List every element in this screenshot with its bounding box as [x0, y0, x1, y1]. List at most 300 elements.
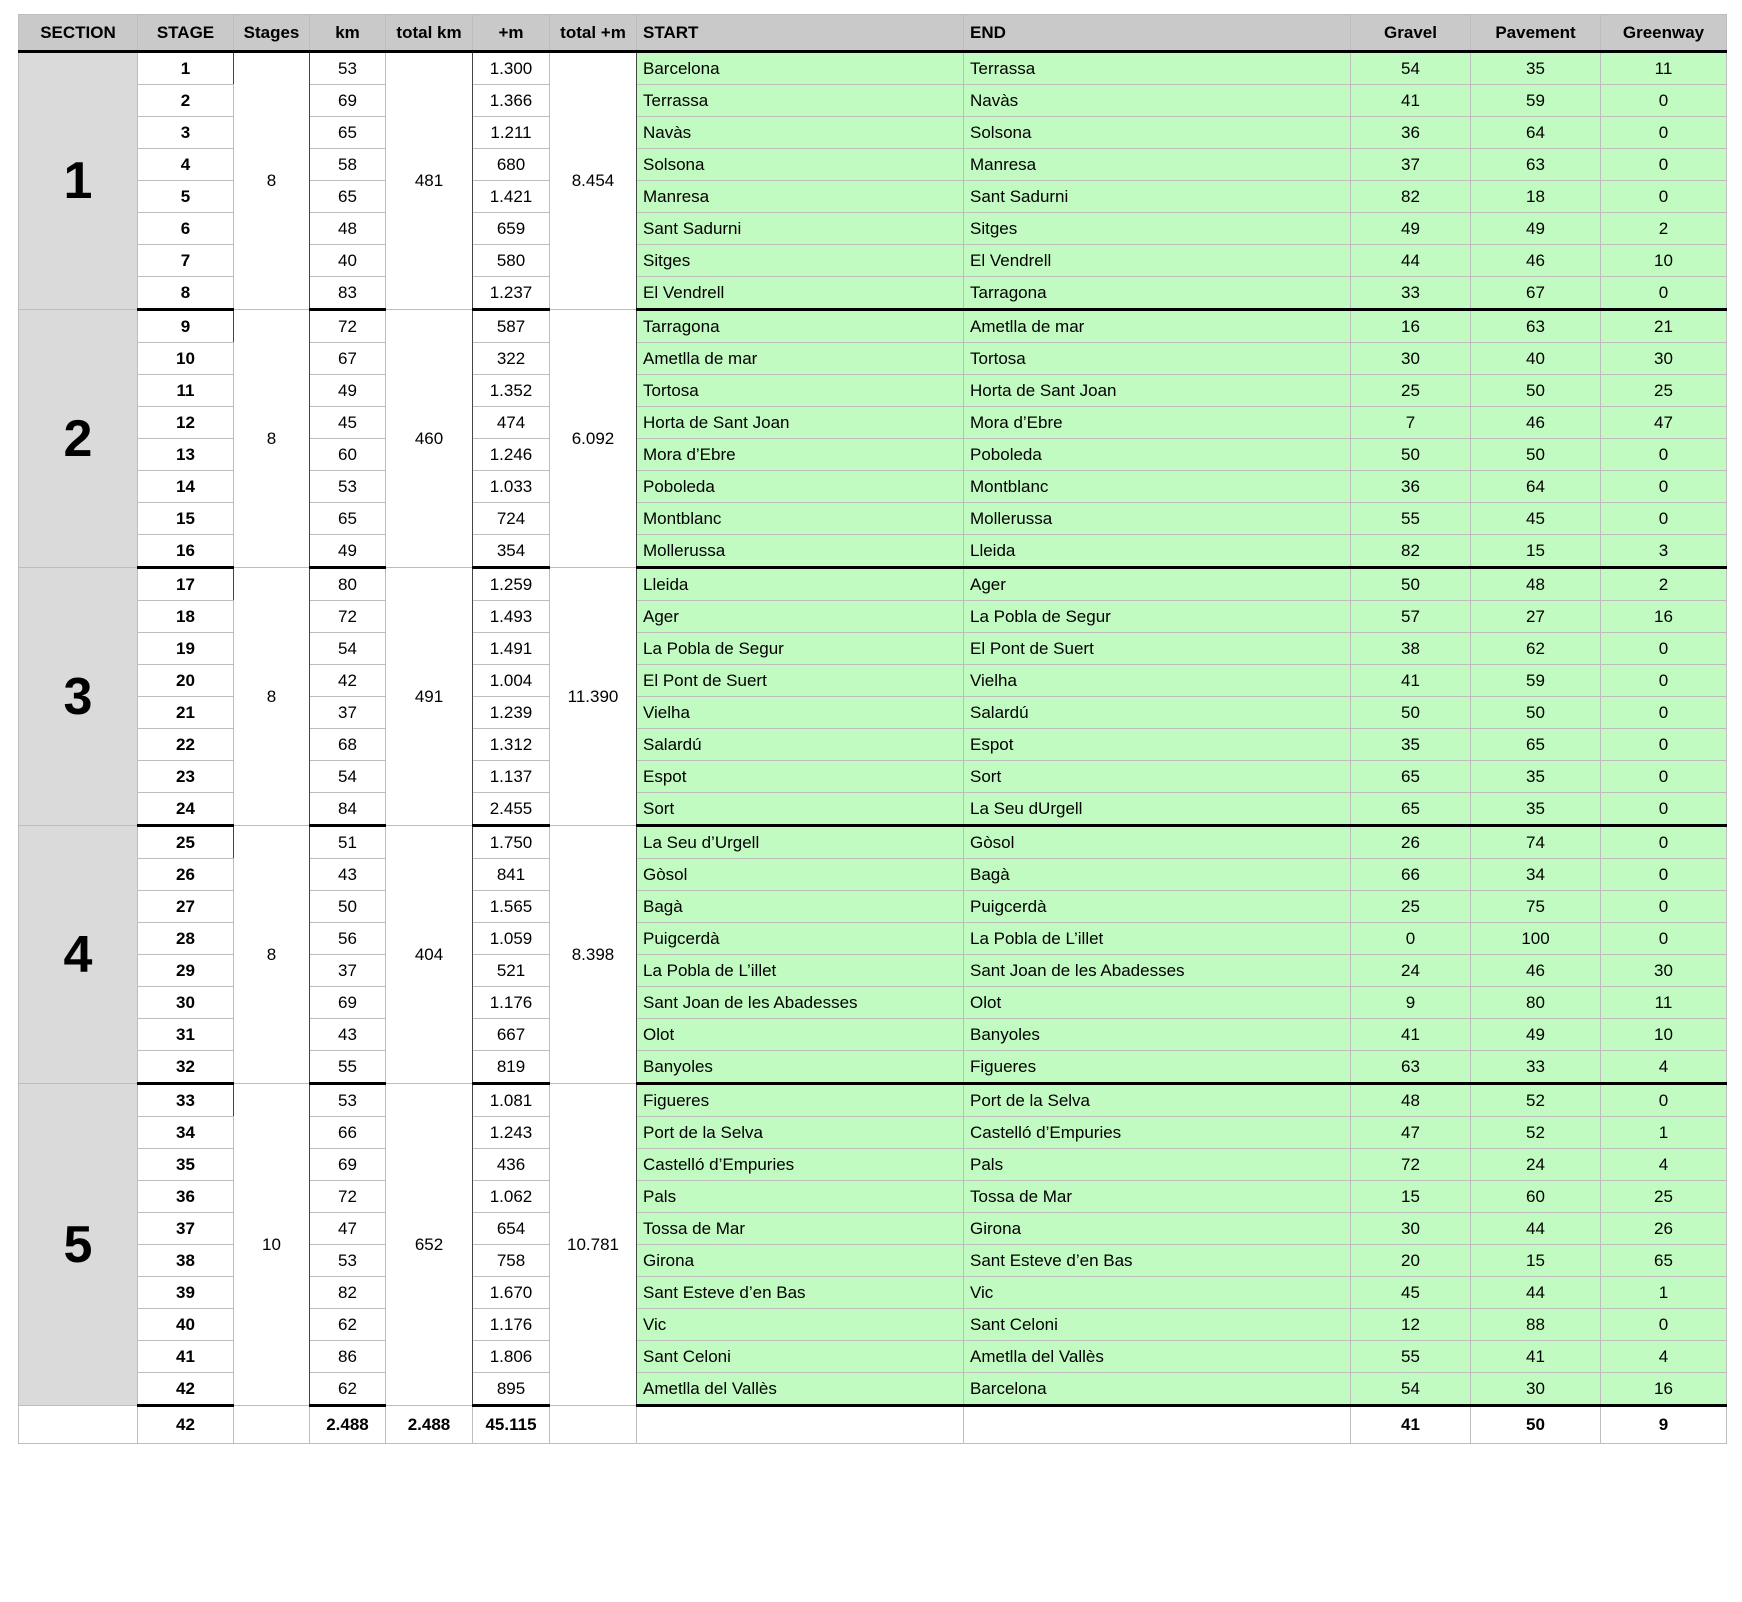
stage-number[interactable]: 41 [138, 1341, 234, 1373]
stage-elevation-gain[interactable]: 354 [473, 535, 550, 568]
totals-stage[interactable]: 42 [138, 1406, 234, 1444]
stage-elevation-gain[interactable]: 841 [473, 859, 550, 891]
stage-elevation-gain[interactable]: 1.670 [473, 1277, 550, 1309]
section-total-elevation[interactable]: 10.781 [550, 1084, 637, 1406]
stage-gravel-percent[interactable]: 25 [1351, 891, 1471, 923]
stage-km[interactable]: 72 [310, 601, 386, 633]
stage-greenway-percent[interactable]: 1 [1601, 1277, 1727, 1309]
stage-end[interactable]: Sort [964, 761, 1351, 793]
stage-pavement-percent[interactable]: 24 [1471, 1149, 1601, 1181]
stage-greenway-percent[interactable]: 25 [1601, 1181, 1727, 1213]
stage-pavement-percent[interactable]: 64 [1471, 471, 1601, 503]
totals-pavement[interactable]: 50 [1471, 1406, 1601, 1444]
stage-pavement-percent[interactable]: 52 [1471, 1084, 1601, 1117]
stage-start[interactable]: Ametlla de mar [637, 343, 964, 375]
stage-number[interactable]: 20 [138, 665, 234, 697]
stage-start[interactable]: Tossa de Mar [637, 1213, 964, 1245]
stage-number[interactable]: 9 [138, 310, 234, 343]
stage-greenway-percent[interactable]: 0 [1601, 439, 1727, 471]
stage-km[interactable]: 84 [310, 793, 386, 826]
totals-end-cell[interactable] [964, 1406, 1351, 1444]
stage-greenway-percent[interactable]: 2 [1601, 213, 1727, 245]
stage-km[interactable]: 65 [310, 181, 386, 213]
stage-number[interactable]: 24 [138, 793, 234, 826]
stage-km[interactable]: 54 [310, 761, 386, 793]
stage-gravel-percent[interactable]: 49 [1351, 213, 1471, 245]
stage-elevation-gain[interactable]: 1.300 [473, 52, 550, 85]
stage-elevation-gain[interactable]: 667 [473, 1019, 550, 1051]
stage-gravel-percent[interactable]: 33 [1351, 277, 1471, 310]
stage-greenway-percent[interactable]: 26 [1601, 1213, 1727, 1245]
stage-pavement-percent[interactable]: 46 [1471, 245, 1601, 277]
stage-km[interactable]: 58 [310, 149, 386, 181]
stage-number[interactable]: 36 [138, 1181, 234, 1213]
stage-pavement-percent[interactable]: 74 [1471, 826, 1601, 859]
stage-gravel-percent[interactable]: 44 [1351, 245, 1471, 277]
stage-elevation-gain[interactable]: 1.806 [473, 1341, 550, 1373]
section-total-elevation[interactable]: 11.390 [550, 568, 637, 826]
stage-greenway-percent[interactable]: 0 [1601, 117, 1727, 149]
stage-end[interactable]: La Seu dUrgell [964, 793, 1351, 826]
stage-elevation-gain[interactable]: 474 [473, 407, 550, 439]
stage-km[interactable]: 43 [310, 859, 386, 891]
stage-start[interactable]: Montblanc [637, 503, 964, 535]
stage-end[interactable]: Sant Sadurni [964, 181, 1351, 213]
stage-km[interactable]: 60 [310, 439, 386, 471]
stage-gravel-percent[interactable]: 50 [1351, 568, 1471, 601]
section-number[interactable]: 4 [19, 826, 138, 1084]
stage-elevation-gain[interactable]: 1.312 [473, 729, 550, 761]
stage-gravel-percent[interactable]: 63 [1351, 1051, 1471, 1084]
stage-number[interactable]: 31 [138, 1019, 234, 1051]
stage-start[interactable]: Sant Esteve d’en Bas [637, 1277, 964, 1309]
stage-number[interactable]: 22 [138, 729, 234, 761]
stage-greenway-percent[interactable]: 16 [1601, 1373, 1727, 1406]
stage-greenway-percent[interactable]: 0 [1601, 1309, 1727, 1341]
stage-km[interactable]: 37 [310, 955, 386, 987]
stage-number[interactable]: 8 [138, 277, 234, 310]
stage-elevation-gain[interactable]: 2.455 [473, 793, 550, 826]
section-total-elevation[interactable]: 6.092 [550, 310, 637, 568]
stage-start[interactable]: Girona [637, 1245, 964, 1277]
stage-end[interactable]: Sitges [964, 213, 1351, 245]
stage-gravel-percent[interactable]: 9 [1351, 987, 1471, 1019]
stage-elevation-gain[interactable]: 1.176 [473, 987, 550, 1019]
stage-gravel-percent[interactable]: 54 [1351, 52, 1471, 85]
stage-gravel-percent[interactable]: 47 [1351, 1117, 1471, 1149]
stage-start[interactable]: Ametlla del Vallès [637, 1373, 964, 1406]
stage-km[interactable]: 65 [310, 117, 386, 149]
stage-elevation-gain[interactable]: 1.081 [473, 1084, 550, 1117]
stage-pavement-percent[interactable]: 64 [1471, 117, 1601, 149]
stage-end[interactable]: Terrassa [964, 52, 1351, 85]
stage-pavement-percent[interactable]: 18 [1471, 181, 1601, 213]
stage-number[interactable]: 35 [138, 1149, 234, 1181]
stage-elevation-gain[interactable]: 322 [473, 343, 550, 375]
stage-end[interactable]: Sant Esteve d’en Bas [964, 1245, 1351, 1277]
stage-end[interactable]: Olot [964, 987, 1351, 1019]
stage-elevation-gain[interactable]: 1.137 [473, 761, 550, 793]
stage-number[interactable]: 10 [138, 343, 234, 375]
stage-km[interactable]: 72 [310, 310, 386, 343]
stage-start[interactable]: Tarragona [637, 310, 964, 343]
totals-total-km[interactable]: 2.488 [386, 1406, 473, 1444]
section-total-km[interactable]: 460 [386, 310, 473, 568]
stage-km[interactable]: 50 [310, 891, 386, 923]
stage-gravel-percent[interactable]: 15 [1351, 1181, 1471, 1213]
stage-km[interactable]: 72 [310, 1181, 386, 1213]
section-stage-count[interactable]: 10 [234, 1084, 310, 1406]
stage-start[interactable]: Sort [637, 793, 964, 826]
stage-pavement-percent[interactable]: 59 [1471, 665, 1601, 697]
totals-section-cell[interactable] [19, 1406, 138, 1444]
section-number[interactable]: 3 [19, 568, 138, 826]
stage-pavement-percent[interactable]: 88 [1471, 1309, 1601, 1341]
stage-elevation-gain[interactable]: 724 [473, 503, 550, 535]
stage-start[interactable]: La Pobla de Segur [637, 633, 964, 665]
stage-start[interactable]: Sitges [637, 245, 964, 277]
stage-elevation-gain[interactable]: 1.565 [473, 891, 550, 923]
stage-number[interactable]: 29 [138, 955, 234, 987]
stage-end[interactable]: Banyoles [964, 1019, 1351, 1051]
stage-greenway-percent[interactable]: 0 [1601, 697, 1727, 729]
stage-pavement-percent[interactable]: 62 [1471, 633, 1601, 665]
stage-number[interactable]: 1 [138, 52, 234, 85]
stage-pavement-percent[interactable]: 75 [1471, 891, 1601, 923]
stage-start[interactable]: La Seu d’Urgell [637, 826, 964, 859]
stage-start[interactable]: Port de la Selva [637, 1117, 964, 1149]
stage-km[interactable]: 66 [310, 1117, 386, 1149]
stage-start[interactable]: Espot [637, 761, 964, 793]
stage-elevation-gain[interactable]: 436 [473, 1149, 550, 1181]
stage-end[interactable]: Lleida [964, 535, 1351, 568]
stage-number[interactable]: 40 [138, 1309, 234, 1341]
stage-greenway-percent[interactable]: 0 [1601, 665, 1727, 697]
stage-number[interactable]: 5 [138, 181, 234, 213]
stage-pavement-percent[interactable]: 35 [1471, 761, 1601, 793]
section-total-elevation[interactable]: 8.454 [550, 52, 637, 310]
stage-gravel-percent[interactable]: 20 [1351, 1245, 1471, 1277]
col-header-gravel[interactable]: Gravel [1351, 15, 1471, 52]
col-header-km[interactable]: km [310, 15, 386, 52]
stage-km[interactable]: 69 [310, 85, 386, 117]
stage-gravel-percent[interactable]: 55 [1351, 503, 1471, 535]
stage-end[interactable]: Mollerussa [964, 503, 1351, 535]
stage-pavement-percent[interactable]: 49 [1471, 213, 1601, 245]
stage-pavement-percent[interactable]: 50 [1471, 439, 1601, 471]
col-header-pavement[interactable]: Pavement [1471, 15, 1601, 52]
stage-gravel-percent[interactable]: 30 [1351, 1213, 1471, 1245]
stage-km[interactable]: 49 [310, 535, 386, 568]
stage-number[interactable]: 38 [138, 1245, 234, 1277]
stage-gravel-percent[interactable]: 41 [1351, 665, 1471, 697]
totals-start-cell[interactable] [637, 1406, 964, 1444]
stage-number[interactable]: 26 [138, 859, 234, 891]
stage-end[interactable]: Tortosa [964, 343, 1351, 375]
stage-greenway-percent[interactable]: 0 [1601, 761, 1727, 793]
stage-km[interactable]: 83 [310, 277, 386, 310]
stage-end[interactable]: Solsona [964, 117, 1351, 149]
stage-pavement-percent[interactable]: 63 [1471, 149, 1601, 181]
section-number[interactable]: 1 [19, 52, 138, 310]
stage-elevation-gain[interactable]: 680 [473, 149, 550, 181]
stage-end[interactable]: Sant Celoni [964, 1309, 1351, 1341]
stage-end[interactable]: Horta de Sant Joan [964, 375, 1351, 407]
stage-end[interactable]: Manresa [964, 149, 1351, 181]
stage-gravel-percent[interactable]: 35 [1351, 729, 1471, 761]
stage-number[interactable]: 7 [138, 245, 234, 277]
stage-km[interactable]: 42 [310, 665, 386, 697]
stage-end[interactable]: El Vendrell [964, 245, 1351, 277]
stage-gravel-percent[interactable]: 37 [1351, 149, 1471, 181]
stage-start[interactable]: Pals [637, 1181, 964, 1213]
stage-greenway-percent[interactable]: 47 [1601, 407, 1727, 439]
stage-elevation-gain[interactable]: 580 [473, 245, 550, 277]
stage-greenway-percent[interactable]: 0 [1601, 633, 1727, 665]
stage-end[interactable]: Montblanc [964, 471, 1351, 503]
stage-pavement-percent[interactable]: 52 [1471, 1117, 1601, 1149]
stage-start[interactable]: Sant Sadurni [637, 213, 964, 245]
stage-gravel-percent[interactable]: 24 [1351, 955, 1471, 987]
stage-start[interactable]: Sant Joan de les Abadesses [637, 987, 964, 1019]
stage-end[interactable]: Girona [964, 1213, 1351, 1245]
stage-pavement-percent[interactable]: 44 [1471, 1213, 1601, 1245]
col-header-stage[interactable]: STAGE [138, 15, 234, 52]
stage-pavement-percent[interactable]: 65 [1471, 729, 1601, 761]
stage-end[interactable]: Figueres [964, 1051, 1351, 1084]
stage-km[interactable]: 65 [310, 503, 386, 535]
stage-elevation-gain[interactable]: 1.237 [473, 277, 550, 310]
totals-km[interactable]: 2.488 [310, 1406, 386, 1444]
stage-greenway-percent[interactable]: 0 [1601, 793, 1727, 826]
stage-start[interactable]: Poboleda [637, 471, 964, 503]
stage-elevation-gain[interactable]: 587 [473, 310, 550, 343]
stage-km[interactable]: 53 [310, 1084, 386, 1117]
stage-greenway-percent[interactable]: 4 [1601, 1341, 1727, 1373]
stage-greenway-percent[interactable]: 0 [1601, 891, 1727, 923]
totals-elevation[interactable]: 45.115 [473, 1406, 550, 1444]
totals-total-elevation-cell[interactable] [550, 1406, 637, 1444]
stage-start[interactable]: Tortosa [637, 375, 964, 407]
stage-pavement-percent[interactable]: 40 [1471, 343, 1601, 375]
stage-start[interactable]: El Pont de Suert [637, 665, 964, 697]
section-stage-count[interactable]: 8 [234, 568, 310, 826]
col-header-total-elevation[interactable]: total +m [550, 15, 637, 52]
totals-greenway[interactable]: 9 [1601, 1406, 1727, 1444]
stage-gravel-percent[interactable]: 55 [1351, 1341, 1471, 1373]
stage-number[interactable]: 17 [138, 568, 234, 601]
stage-pavement-percent[interactable]: 49 [1471, 1019, 1601, 1051]
stage-end[interactable]: Castelló d’Empuries [964, 1117, 1351, 1149]
stage-km[interactable]: 45 [310, 407, 386, 439]
stage-elevation-gain[interactable]: 1.062 [473, 1181, 550, 1213]
stage-start[interactable]: Terrassa [637, 85, 964, 117]
totals-gravel[interactable]: 41 [1351, 1406, 1471, 1444]
stage-pavement-percent[interactable]: 80 [1471, 987, 1601, 1019]
stage-gravel-percent[interactable]: 45 [1351, 1277, 1471, 1309]
stage-greenway-percent[interactable]: 3 [1601, 535, 1727, 568]
stage-gravel-percent[interactable]: 36 [1351, 117, 1471, 149]
stage-number[interactable]: 4 [138, 149, 234, 181]
stage-end[interactable]: Sant Joan de les Abadesses [964, 955, 1351, 987]
stage-elevation-gain[interactable]: 1.421 [473, 181, 550, 213]
stage-km[interactable]: 47 [310, 1213, 386, 1245]
stage-end[interactable]: Ametlla de mar [964, 310, 1351, 343]
stage-km[interactable]: 68 [310, 729, 386, 761]
stage-pavement-percent[interactable]: 50 [1471, 697, 1601, 729]
section-stage-count[interactable]: 8 [234, 826, 310, 1084]
stage-end[interactable]: Barcelona [964, 1373, 1351, 1406]
stage-pavement-percent[interactable]: 35 [1471, 793, 1601, 826]
stage-greenway-percent[interactable]: 0 [1601, 181, 1727, 213]
stage-end[interactable]: Pals [964, 1149, 1351, 1181]
stage-km[interactable]: 51 [310, 826, 386, 859]
col-header-greenway[interactable]: Greenway [1601, 15, 1727, 52]
stage-elevation-gain[interactable]: 1.033 [473, 471, 550, 503]
stage-gravel-percent[interactable]: 41 [1351, 1019, 1471, 1051]
stage-gravel-percent[interactable]: 50 [1351, 697, 1471, 729]
stage-greenway-percent[interactable]: 1 [1601, 1117, 1727, 1149]
stage-number[interactable]: 39 [138, 1277, 234, 1309]
stage-number[interactable]: 2 [138, 85, 234, 117]
col-header-section[interactable]: SECTION [19, 15, 138, 52]
stage-km[interactable]: 80 [310, 568, 386, 601]
col-header-stages[interactable]: Stages [234, 15, 310, 52]
stage-start[interactable]: Horta de Sant Joan [637, 407, 964, 439]
col-header-start[interactable]: START [637, 15, 964, 52]
stage-km[interactable]: 62 [310, 1309, 386, 1341]
stage-gravel-percent[interactable]: 72 [1351, 1149, 1471, 1181]
stage-number[interactable]: 18 [138, 601, 234, 633]
stage-number[interactable]: 37 [138, 1213, 234, 1245]
stage-end[interactable]: Gòsol [964, 826, 1351, 859]
stage-pavement-percent[interactable]: 15 [1471, 1245, 1601, 1277]
stage-number[interactable]: 30 [138, 987, 234, 1019]
stage-pavement-percent[interactable]: 44 [1471, 1277, 1601, 1309]
stage-pavement-percent[interactable]: 59 [1471, 85, 1601, 117]
stage-pavement-percent[interactable]: 67 [1471, 277, 1601, 310]
stage-elevation-gain[interactable]: 1.750 [473, 826, 550, 859]
stage-gravel-percent[interactable]: 41 [1351, 85, 1471, 117]
stage-number[interactable]: 23 [138, 761, 234, 793]
stage-gravel-percent[interactable]: 82 [1351, 181, 1471, 213]
stage-km[interactable]: 53 [310, 1245, 386, 1277]
stage-pavement-percent[interactable]: 60 [1471, 1181, 1601, 1213]
stage-km[interactable]: 53 [310, 471, 386, 503]
stage-greenway-percent[interactable]: 4 [1601, 1051, 1727, 1084]
stage-km[interactable]: 82 [310, 1277, 386, 1309]
stage-number[interactable]: 11 [138, 375, 234, 407]
stage-end[interactable]: Tossa de Mar [964, 1181, 1351, 1213]
stage-elevation-gain[interactable]: 1.352 [473, 375, 550, 407]
stage-end[interactable]: Bagà [964, 859, 1351, 891]
stage-elevation-gain[interactable]: 895 [473, 1373, 550, 1406]
stage-start[interactable]: Figueres [637, 1084, 964, 1117]
stage-gravel-percent[interactable]: 38 [1351, 633, 1471, 665]
stage-pavement-percent[interactable]: 46 [1471, 407, 1601, 439]
stage-greenway-percent[interactable]: 11 [1601, 987, 1727, 1019]
stage-end[interactable]: Salardú [964, 697, 1351, 729]
stage-start[interactable]: Banyoles [637, 1051, 964, 1084]
stage-km[interactable]: 69 [310, 987, 386, 1019]
stage-end[interactable]: Ametlla del Vallès [964, 1341, 1351, 1373]
section-total-elevation[interactable]: 8.398 [550, 826, 637, 1084]
stage-km[interactable]: 40 [310, 245, 386, 277]
section-stage-count[interactable]: 8 [234, 310, 310, 568]
stage-start[interactable]: Manresa [637, 181, 964, 213]
stage-gravel-percent[interactable]: 48 [1351, 1084, 1471, 1117]
stage-pavement-percent[interactable]: 48 [1471, 568, 1601, 601]
stage-km[interactable]: 67 [310, 343, 386, 375]
stage-gravel-percent[interactable]: 16 [1351, 310, 1471, 343]
stage-gravel-percent[interactable]: 25 [1351, 375, 1471, 407]
stage-km[interactable]: 69 [310, 1149, 386, 1181]
stage-gravel-percent[interactable]: 7 [1351, 407, 1471, 439]
stage-gravel-percent[interactable]: 50 [1351, 439, 1471, 471]
stage-greenway-percent[interactable]: 2 [1601, 568, 1727, 601]
stage-end[interactable]: Espot [964, 729, 1351, 761]
stage-greenway-percent[interactable]: 0 [1601, 149, 1727, 181]
stage-start[interactable]: Lleida [637, 568, 964, 601]
stage-km[interactable]: 43 [310, 1019, 386, 1051]
col-header-elevation[interactable]: +m [473, 15, 550, 52]
stage-number[interactable]: 16 [138, 535, 234, 568]
stage-elevation-gain[interactable]: 1.176 [473, 1309, 550, 1341]
stage-km[interactable]: 49 [310, 375, 386, 407]
stage-pavement-percent[interactable]: 35 [1471, 52, 1601, 85]
stage-km[interactable]: 53 [310, 52, 386, 85]
stage-gravel-percent[interactable]: 30 [1351, 343, 1471, 375]
stage-pavement-percent[interactable]: 41 [1471, 1341, 1601, 1373]
stage-gravel-percent[interactable]: 65 [1351, 793, 1471, 826]
stage-start[interactable]: Barcelona [637, 52, 964, 85]
stage-elevation-gain[interactable]: 1.259 [473, 568, 550, 601]
col-header-end[interactable]: END [964, 15, 1351, 52]
stage-end[interactable]: Navàs [964, 85, 1351, 117]
stage-greenway-percent[interactable]: 0 [1601, 85, 1727, 117]
stage-elevation-gain[interactable]: 521 [473, 955, 550, 987]
stage-pavement-percent[interactable]: 15 [1471, 535, 1601, 568]
stage-km[interactable]: 48 [310, 213, 386, 245]
stage-greenway-percent[interactable]: 0 [1601, 923, 1727, 955]
stage-end[interactable]: Tarragona [964, 277, 1351, 310]
stage-end[interactable]: Poboleda [964, 439, 1351, 471]
stage-start[interactable]: Castelló d’Empuries [637, 1149, 964, 1181]
stage-start[interactable]: Gòsol [637, 859, 964, 891]
stage-number[interactable]: 15 [138, 503, 234, 535]
stage-number[interactable]: 12 [138, 407, 234, 439]
stage-greenway-percent[interactable]: 4 [1601, 1149, 1727, 1181]
totals-stages-cell[interactable] [234, 1406, 310, 1444]
stage-end[interactable]: La Pobla de Segur [964, 601, 1351, 633]
stage-elevation-gain[interactable]: 1.366 [473, 85, 550, 117]
stage-number[interactable]: 34 [138, 1117, 234, 1149]
stage-pavement-percent[interactable]: 30 [1471, 1373, 1601, 1406]
stage-number[interactable]: 6 [138, 213, 234, 245]
stage-end[interactable]: Vielha [964, 665, 1351, 697]
stage-km[interactable]: 37 [310, 697, 386, 729]
stage-start[interactable]: Bagà [637, 891, 964, 923]
stage-gravel-percent[interactable]: 66 [1351, 859, 1471, 891]
stage-greenway-percent[interactable]: 0 [1601, 826, 1727, 859]
stage-pavement-percent[interactable]: 63 [1471, 310, 1601, 343]
stage-start[interactable]: Mora d’Ebre [637, 439, 964, 471]
stage-start[interactable]: Puigcerdà [637, 923, 964, 955]
stage-end[interactable]: Puigcerdà [964, 891, 1351, 923]
section-number[interactable]: 2 [19, 310, 138, 568]
stage-number[interactable]: 28 [138, 923, 234, 955]
stage-pavement-percent[interactable]: 27 [1471, 601, 1601, 633]
